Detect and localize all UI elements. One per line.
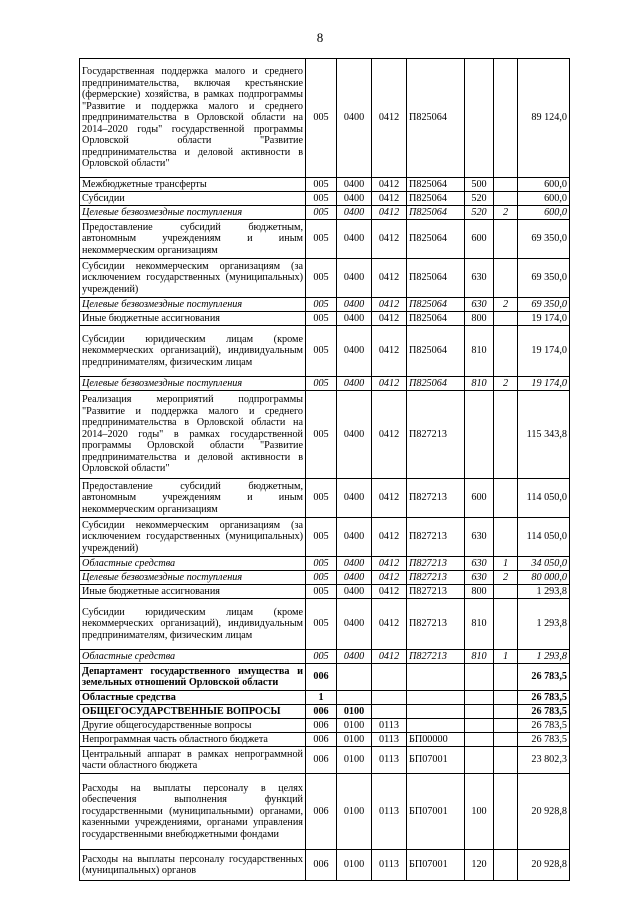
row-target-article-code: П825064	[407, 259, 465, 298]
row-amount: 69 350,0	[518, 298, 570, 312]
row-glava-code: 005	[306, 557, 337, 571]
row-amount: 26 783,5	[518, 664, 570, 691]
row-amount: 1 293,8	[518, 585, 570, 599]
row-source-code	[494, 312, 518, 326]
row-name: Целевые безвозмездные поступления	[80, 571, 306, 585]
row-glava-code: 005	[306, 206, 337, 220]
row-amount: 23 802,3	[518, 747, 570, 774]
row-amount: 26 783,5	[518, 705, 570, 719]
row-section-code: 0400	[337, 585, 372, 599]
row-expense-type-code: 520	[465, 206, 494, 220]
row-glava-code: 006	[306, 705, 337, 719]
row-expense-type-code: 800	[465, 585, 494, 599]
row-source-code	[494, 259, 518, 298]
row-subsection-code	[372, 705, 407, 719]
row-name: ОБЩЕГОСУДАРСТВЕННЫЕ ВОПРОСЫ	[80, 705, 306, 719]
row-target-article-code: П825064	[407, 312, 465, 326]
row-section-code: 0100	[337, 733, 372, 747]
row-subsection-code: 0412	[372, 585, 407, 599]
row-section-code: 0100	[337, 774, 372, 850]
row-amount: 20 928,8	[518, 850, 570, 881]
table-row	[80, 259, 570, 298]
row-amount: 1 293,8	[518, 650, 570, 664]
table-row	[80, 206, 570, 220]
row-section-code: 0100	[337, 719, 372, 733]
table-row	[80, 192, 570, 206]
table-row	[80, 650, 570, 664]
row-expense-type-code: 810	[465, 650, 494, 664]
row-section-code	[337, 691, 372, 705]
row-amount: 26 783,5	[518, 733, 570, 747]
row-target-article-code: П825064	[407, 377, 465, 391]
row-source-code	[494, 391, 518, 479]
row-name: Государственная поддержка малого и среднего предпринимательства, включая крестьянские (фермерские) хозяйства, в рамках подпрограммы "Развитие и поддержка малого и среднего предпринимательства в Орловской области на 2014–2020 годы" государственной программы Орловской области "Развитие предпринимательства и деловой активности в Орловской области"	[80, 59, 306, 178]
row-glava-code: 006	[306, 747, 337, 774]
table-row	[80, 774, 570, 850]
table-row	[80, 479, 570, 518]
row-name: Непрограммная часть областного бюджета	[80, 733, 306, 747]
row-source-code	[494, 59, 518, 178]
row-expense-type-code: 500	[465, 178, 494, 192]
budget-table	[79, 58, 570, 881]
row-amount: 600,0	[518, 206, 570, 220]
row-subsection-code: 0412	[372, 259, 407, 298]
row-target-article-code: П825064	[407, 298, 465, 312]
row-expense-type-code	[465, 733, 494, 747]
row-glava-code: 005	[306, 518, 337, 557]
row-target-article-code: П825064	[407, 326, 465, 377]
row-subsection-code: 0412	[372, 650, 407, 664]
row-section-code: 0400	[337, 312, 372, 326]
row-section-code: 0400	[337, 178, 372, 192]
table-row	[80, 571, 570, 585]
row-target-article-code	[407, 705, 465, 719]
row-subsection-code: 0412	[372, 59, 407, 178]
row-subsection-code: 0412	[372, 192, 407, 206]
row-subsection-code: 0113	[372, 733, 407, 747]
row-expense-type-code	[465, 719, 494, 733]
row-glava-code: 006	[306, 850, 337, 881]
table-row	[80, 691, 570, 705]
table-row	[80, 599, 570, 650]
row-source-code	[494, 220, 518, 259]
row-glava-code: 006	[306, 719, 337, 733]
row-name: Расходы на выплаты персоналу в целях обеспечения выполнения функций государственными (муниципальными) органами, казенными учреждениями, органами управления государственными внебюджетными фондами	[80, 774, 306, 850]
row-source-code	[494, 691, 518, 705]
row-section-code: 0400	[337, 298, 372, 312]
row-target-article-code: П827213	[407, 557, 465, 571]
row-expense-type-code: 810	[465, 326, 494, 377]
row-source-code	[494, 326, 518, 377]
table-row	[80, 850, 570, 881]
row-source-code: 2	[494, 571, 518, 585]
row-section-code: 0400	[337, 220, 372, 259]
row-glava-code: 005	[306, 259, 337, 298]
row-glava-code: 005	[306, 326, 337, 377]
row-expense-type-code	[465, 747, 494, 774]
row-section-code: 0100	[337, 705, 372, 719]
row-name: Субсидии некоммерческим организациям (за исключением государственных (муниципальных) учреждений)	[80, 518, 306, 557]
row-target-article-code	[407, 719, 465, 733]
row-name: Центральный аппарат в рамках непрограммной части областного бюджета	[80, 747, 306, 774]
row-target-article-code: БП07001	[407, 774, 465, 850]
row-section-code: 0400	[337, 599, 372, 650]
row-glava-code: 1	[306, 691, 337, 705]
row-source-code	[494, 733, 518, 747]
table-row	[80, 59, 570, 178]
row-target-article-code	[407, 691, 465, 705]
row-section-code: 0400	[337, 59, 372, 178]
row-target-article-code: П827213	[407, 599, 465, 650]
row-subsection-code: 0113	[372, 774, 407, 850]
row-section-code: 0400	[337, 557, 372, 571]
row-section-code: 0400	[337, 377, 372, 391]
row-target-article-code: П825064	[407, 206, 465, 220]
row-section-code: 0400	[337, 391, 372, 479]
row-subsection-code: 0412	[372, 571, 407, 585]
row-amount: 19 174,0	[518, 377, 570, 391]
row-name: Другие общегосударственные вопросы	[80, 719, 306, 733]
row-amount: 600,0	[518, 192, 570, 206]
row-source-code: 1	[494, 650, 518, 664]
row-amount: 19 174,0	[518, 326, 570, 377]
row-name: Областные средства	[80, 557, 306, 571]
row-section-code: 0400	[337, 206, 372, 220]
row-subsection-code: 0412	[372, 220, 407, 259]
row-glava-code: 005	[306, 585, 337, 599]
row-section-code: 0400	[337, 650, 372, 664]
row-subsection-code: 0113	[372, 747, 407, 774]
row-expense-type-code	[465, 691, 494, 705]
row-source-code	[494, 747, 518, 774]
row-source-code	[494, 479, 518, 518]
row-expense-type-code	[465, 705, 494, 719]
row-source-code	[494, 192, 518, 206]
row-section-code: 0400	[337, 192, 372, 206]
row-amount: 114 050,0	[518, 479, 570, 518]
row-subsection-code: 0412	[372, 479, 407, 518]
row-name: Иные бюджетные ассигнования	[80, 312, 306, 326]
row-section-code: 0400	[337, 571, 372, 585]
row-glava-code: 005	[306, 599, 337, 650]
row-expense-type-code: 810	[465, 599, 494, 650]
row-target-article-code: П825064	[407, 220, 465, 259]
table-row	[80, 298, 570, 312]
row-amount: 600,0	[518, 178, 570, 192]
row-subsection-code: 0113	[372, 850, 407, 881]
table-row	[80, 518, 570, 557]
table-row	[80, 178, 570, 192]
row-source-code: 2	[494, 377, 518, 391]
row-name: Целевые безвозмездные поступления	[80, 206, 306, 220]
row-source-code	[494, 585, 518, 599]
row-subsection-code: 0412	[372, 391, 407, 479]
row-amount: 26 783,5	[518, 719, 570, 733]
row-target-article-code	[407, 664, 465, 691]
row-target-article-code: П825064	[407, 192, 465, 206]
table-row	[80, 585, 570, 599]
row-name: Областные средства	[80, 691, 306, 705]
row-source-code	[494, 518, 518, 557]
row-subsection-code: 0412	[372, 377, 407, 391]
row-name: Межбюджетные трансферты	[80, 178, 306, 192]
row-glava-code: 005	[306, 479, 337, 518]
row-glava-code: 005	[306, 312, 337, 326]
row-name: Целевые безвозмездные поступления	[80, 377, 306, 391]
table-row	[80, 326, 570, 377]
row-amount: 89 124,0	[518, 59, 570, 178]
row-subsection-code: 0412	[372, 178, 407, 192]
row-target-article-code: П827213	[407, 571, 465, 585]
row-section-code: 0100	[337, 850, 372, 881]
row-amount: 114 050,0	[518, 518, 570, 557]
row-glava-code: 006	[306, 733, 337, 747]
row-target-article-code: П825064	[407, 59, 465, 178]
row-amount: 69 350,0	[518, 259, 570, 298]
row-source-code	[494, 178, 518, 192]
row-name: Департамент государственного имущества и земельных отношений Орловской области	[80, 664, 306, 691]
row-target-article-code: П827213	[407, 650, 465, 664]
row-glava-code: 005	[306, 571, 337, 585]
row-subsection-code: 0412	[372, 518, 407, 557]
row-expense-type-code: 100	[465, 774, 494, 850]
row-section-code: 0400	[337, 326, 372, 377]
row-subsection-code: 0412	[372, 298, 407, 312]
row-section-code: 0400	[337, 479, 372, 518]
row-target-article-code: П827213	[407, 479, 465, 518]
row-expense-type-code	[465, 59, 494, 178]
row-expense-type-code	[465, 664, 494, 691]
row-glava-code: 005	[306, 377, 337, 391]
row-name: Предоставление субсидий бюджетным, автономным учреждениям и иным некоммерческим организациям	[80, 220, 306, 259]
row-glava-code: 006	[306, 664, 337, 691]
row-section-code: 0100	[337, 747, 372, 774]
row-expense-type-code: 520	[465, 192, 494, 206]
row-name: Иные бюджетные ассигнования	[80, 585, 306, 599]
row-expense-type-code: 630	[465, 557, 494, 571]
row-expense-type-code: 600	[465, 479, 494, 518]
row-source-code: 2	[494, 298, 518, 312]
table-row	[80, 664, 570, 691]
row-section-code: 0400	[337, 259, 372, 298]
row-target-article-code: П827213	[407, 391, 465, 479]
row-name: Реализация мероприятий подпрограммы "Развитие и поддержка малого и среднего предпринимательства в Орловской области на 2014–2020 годы" в рамках государственной программы Орловской области "Развитие предпринимательства и деловой активности в Орловской области"	[80, 391, 306, 479]
row-subsection-code: 0412	[372, 312, 407, 326]
row-glava-code: 005	[306, 391, 337, 479]
row-name: Субсидии юридическим лицам (кроме некоммерческих организаций), индивидуальным предпринимателям, физическим лицам	[80, 599, 306, 650]
row-amount: 34 050,0	[518, 557, 570, 571]
row-expense-type-code: 120	[465, 850, 494, 881]
row-expense-type-code: 810	[465, 377, 494, 391]
row-source-code	[494, 774, 518, 850]
row-expense-type-code: 630	[465, 571, 494, 585]
page-number: 8	[316, 30, 324, 45]
table-row	[80, 705, 570, 719]
row-glava-code: 005	[306, 178, 337, 192]
row-glava-code: 005	[306, 650, 337, 664]
row-subsection-code: 0412	[372, 326, 407, 377]
row-source-code	[494, 664, 518, 691]
row-target-article-code: БП07001	[407, 850, 465, 881]
row-glava-code: 006	[306, 774, 337, 850]
row-amount: 69 350,0	[518, 220, 570, 259]
row-source-code: 2	[494, 206, 518, 220]
row-expense-type-code: 630	[465, 259, 494, 298]
row-amount: 1 293,8	[518, 599, 570, 650]
row-glava-code: 005	[306, 59, 337, 178]
row-subsection-code	[372, 691, 407, 705]
table-row	[80, 391, 570, 479]
row-target-article-code: П827213	[407, 585, 465, 599]
row-source-code: 1	[494, 557, 518, 571]
row-name: Предоставление субсидий бюджетным, автономным учреждениям и иным некоммерческим организациям	[80, 479, 306, 518]
row-source-code	[494, 719, 518, 733]
row-subsection-code: 0113	[372, 719, 407, 733]
row-glava-code: 005	[306, 220, 337, 259]
row-amount: 20 928,8	[518, 774, 570, 850]
row-target-article-code: П825064	[407, 178, 465, 192]
row-expense-type-code: 630	[465, 298, 494, 312]
row-amount: 115 343,8	[518, 391, 570, 479]
row-section-code	[337, 664, 372, 691]
table-row	[80, 377, 570, 391]
row-amount: 19 174,0	[518, 312, 570, 326]
table-row	[80, 312, 570, 326]
row-expense-type-code: 800	[465, 312, 494, 326]
row-name: Целевые безвозмездные поступления	[80, 298, 306, 312]
row-name: Расходы на выплаты персоналу государственных (муниципальных) органов	[80, 850, 306, 881]
row-glava-code: 005	[306, 298, 337, 312]
row-subsection-code: 0412	[372, 557, 407, 571]
table-row	[80, 747, 570, 774]
row-source-code	[494, 850, 518, 881]
table-row	[80, 733, 570, 747]
row-expense-type-code: 630	[465, 518, 494, 557]
row-subsection-code	[372, 664, 407, 691]
row-amount: 80 000,0	[518, 571, 570, 585]
row-expense-type-code: 600	[465, 220, 494, 259]
row-section-code: 0400	[337, 518, 372, 557]
row-subsection-code: 0412	[372, 599, 407, 650]
row-expense-type-code	[465, 391, 494, 479]
row-target-article-code: БП07001	[407, 747, 465, 774]
row-name: Субсидии юридическим лицам (кроме некоммерческих организаций), индивидуальным предпринимателям, физическим лицам	[80, 326, 306, 377]
row-target-article-code: П827213	[407, 518, 465, 557]
table-row	[80, 220, 570, 259]
row-subsection-code: 0412	[372, 206, 407, 220]
row-source-code	[494, 599, 518, 650]
row-name: Субсидии	[80, 192, 306, 206]
row-glava-code: 005	[306, 192, 337, 206]
row-name: Областные средства	[80, 650, 306, 664]
row-target-article-code: БП00000	[407, 733, 465, 747]
row-amount: 26 783,5	[518, 691, 570, 705]
table-row	[80, 557, 570, 571]
row-source-code	[494, 705, 518, 719]
row-name: Субсидии некоммерческим организациям (за исключением государственных (муниципальных) учреждений)	[80, 259, 306, 298]
table-row	[80, 719, 570, 733]
